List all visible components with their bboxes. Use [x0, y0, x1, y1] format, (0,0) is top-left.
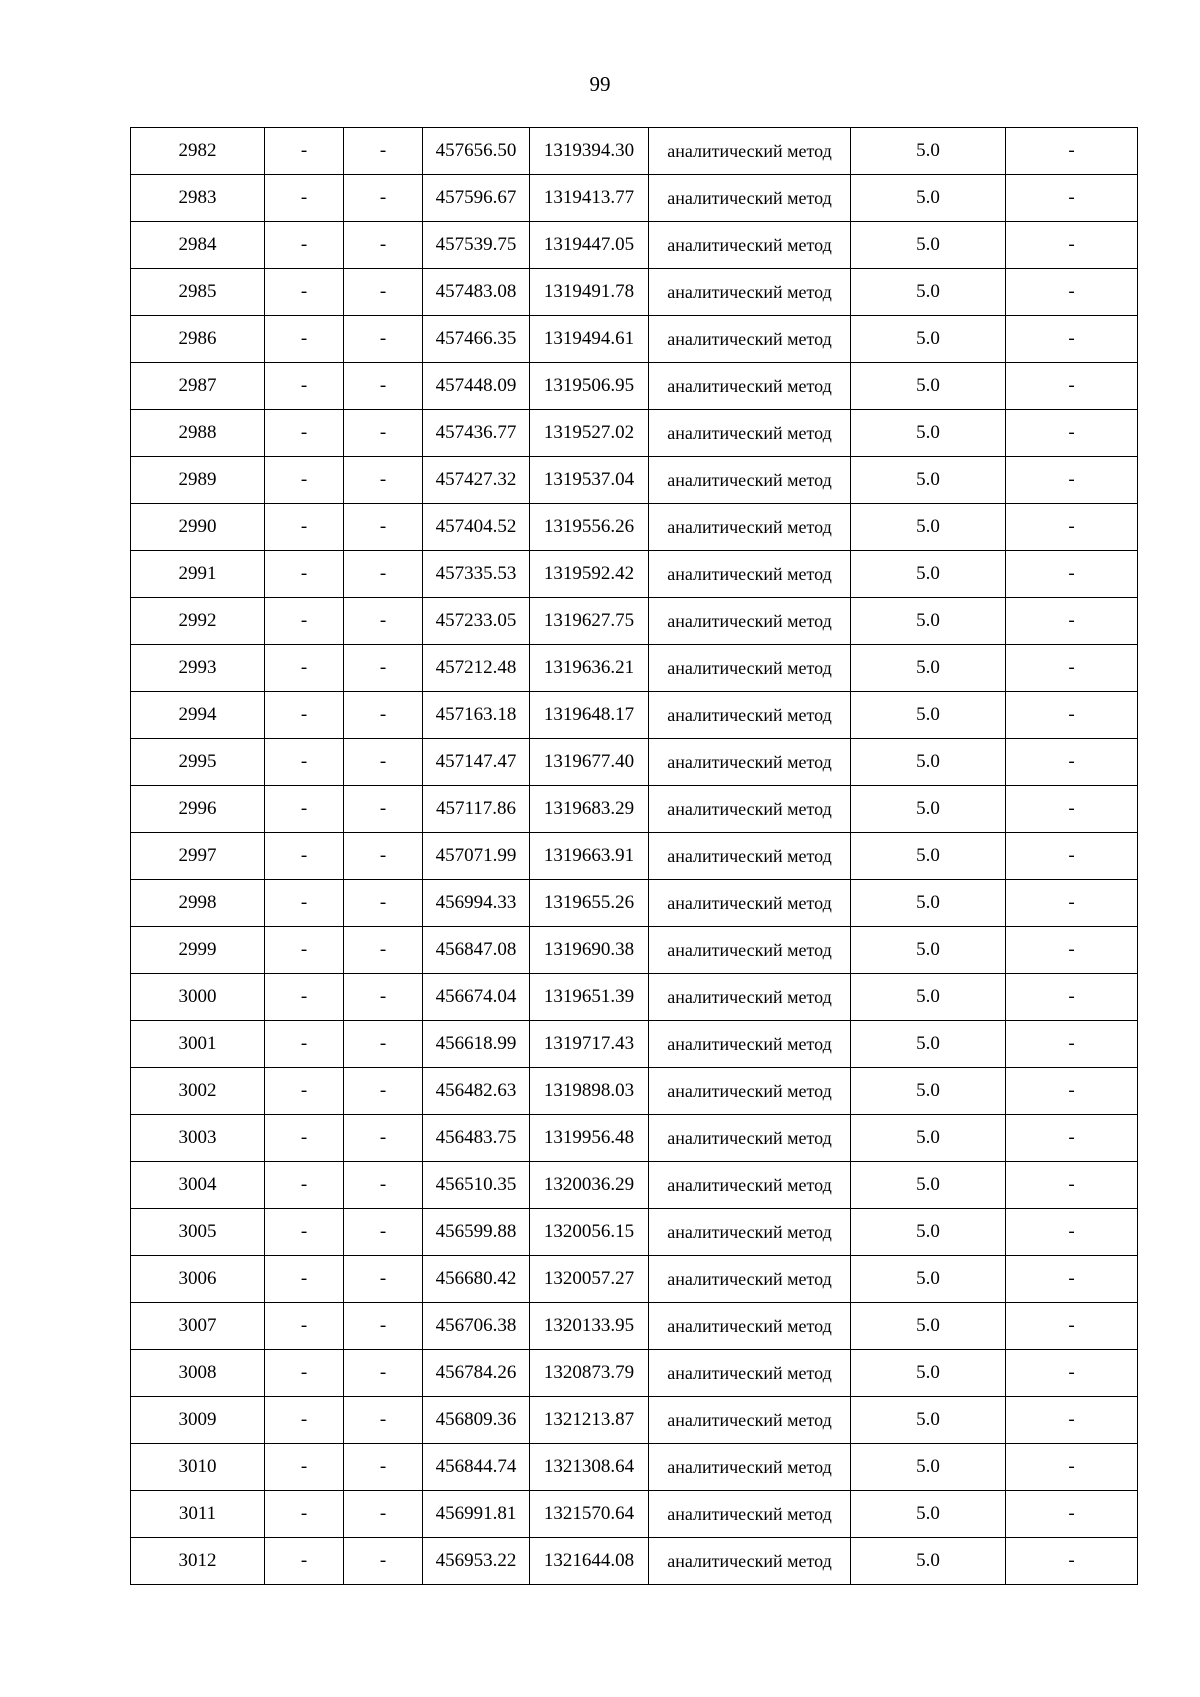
point-number-cell: 3002 [131, 1068, 265, 1115]
accuracy-cell: 5.0 [851, 786, 1006, 833]
method-cell: аналитический метод [649, 410, 851, 457]
x-coordinate-cell: 456618.99 [423, 1021, 530, 1068]
empty-x-cell: - [265, 363, 344, 410]
method-cell: аналитический метод [649, 269, 851, 316]
table-row [131, 1209, 1138, 1256]
note-cell: - [1006, 410, 1138, 457]
method-cell: аналитический метод [649, 927, 851, 974]
y-coordinate-cell: 1319636.21 [530, 645, 649, 692]
method-cell: аналитический метод [649, 1068, 851, 1115]
x-coordinate-cell: 457436.77 [423, 410, 530, 457]
empty-x-cell: - [265, 1444, 344, 1491]
y-coordinate-cell: 1319627.75 [530, 598, 649, 645]
empty-y-cell: - [344, 457, 423, 504]
point-number-cell: 3011 [131, 1491, 265, 1538]
accuracy-cell: 5.0 [851, 598, 1006, 645]
table-row [131, 222, 1138, 269]
empty-x-cell: - [265, 1397, 344, 1444]
y-coordinate-cell: 1321308.64 [530, 1444, 649, 1491]
empty-x-cell: - [265, 316, 344, 363]
y-coordinate-cell: 1319677.40 [530, 739, 649, 786]
empty-y-cell: - [344, 1444, 423, 1491]
method-cell: аналитический метод [649, 974, 851, 1021]
table-row [131, 551, 1138, 598]
accuracy-cell: 5.0 [851, 1162, 1006, 1209]
table-row [131, 1021, 1138, 1068]
x-coordinate-cell: 457483.08 [423, 269, 530, 316]
empty-y-cell: - [344, 1162, 423, 1209]
empty-x-cell: - [265, 551, 344, 598]
empty-x-cell: - [265, 1021, 344, 1068]
accuracy-cell: 5.0 [851, 269, 1006, 316]
empty-x-cell: - [265, 1350, 344, 1397]
x-coordinate-cell: 457147.47 [423, 739, 530, 786]
table-row [131, 1303, 1138, 1350]
y-coordinate-cell: 1320056.15 [530, 1209, 649, 1256]
method-cell: аналитический метод [649, 833, 851, 880]
point-number-cell: 2998 [131, 880, 265, 927]
accuracy-cell: 5.0 [851, 645, 1006, 692]
x-coordinate-cell: 456674.04 [423, 974, 530, 1021]
note-cell: - [1006, 551, 1138, 598]
coordinates-table [130, 127, 1138, 1585]
accuracy-cell: 5.0 [851, 692, 1006, 739]
point-number-cell: 3001 [131, 1021, 265, 1068]
point-number-cell: 2995 [131, 739, 265, 786]
table-row [131, 316, 1138, 363]
table-row [131, 363, 1138, 410]
table-row [131, 128, 1138, 175]
empty-y-cell: - [344, 1491, 423, 1538]
empty-y-cell: - [344, 1397, 423, 1444]
y-coordinate-cell: 1319683.29 [530, 786, 649, 833]
note-cell: - [1006, 1397, 1138, 1444]
empty-y-cell: - [344, 1350, 423, 1397]
table-row [131, 1115, 1138, 1162]
empty-x-cell: - [265, 645, 344, 692]
x-coordinate-cell: 457656.50 [423, 128, 530, 175]
point-number-cell: 2988 [131, 410, 265, 457]
y-coordinate-cell: 1319898.03 [530, 1068, 649, 1115]
point-number-cell: 3004 [131, 1162, 265, 1209]
accuracy-cell: 5.0 [851, 222, 1006, 269]
y-coordinate-cell: 1321213.87 [530, 1397, 649, 1444]
empty-y-cell: - [344, 222, 423, 269]
y-coordinate-cell: 1319413.77 [530, 175, 649, 222]
note-cell: - [1006, 598, 1138, 645]
empty-x-cell: - [265, 222, 344, 269]
y-coordinate-cell: 1321570.64 [530, 1491, 649, 1538]
method-cell: аналитический метод [649, 1444, 851, 1491]
method-cell: аналитический метод [649, 363, 851, 410]
method-cell: аналитический метод [649, 1538, 851, 1585]
method-cell: аналитический метод [649, 1021, 851, 1068]
accuracy-cell: 5.0 [851, 1350, 1006, 1397]
x-coordinate-cell: 457335.53 [423, 551, 530, 598]
empty-y-cell: - [344, 410, 423, 457]
empty-x-cell: - [265, 175, 344, 222]
empty-y-cell: - [344, 128, 423, 175]
empty-x-cell: - [265, 974, 344, 1021]
accuracy-cell: 5.0 [851, 1303, 1006, 1350]
y-coordinate-cell: 1319491.78 [530, 269, 649, 316]
accuracy-cell: 5.0 [851, 128, 1006, 175]
y-coordinate-cell: 1320133.95 [530, 1303, 649, 1350]
accuracy-cell: 5.0 [851, 1397, 1006, 1444]
table-row [131, 974, 1138, 1021]
x-coordinate-cell: 456784.26 [423, 1350, 530, 1397]
note-cell: - [1006, 974, 1138, 1021]
empty-y-cell: - [344, 739, 423, 786]
table-row [131, 1444, 1138, 1491]
page-number: 99 [589, 72, 611, 96]
table-row [131, 457, 1138, 504]
point-number-cell: 2984 [131, 222, 265, 269]
method-cell: аналитический метод [649, 1491, 851, 1538]
table-row [131, 504, 1138, 551]
empty-y-cell: - [344, 786, 423, 833]
accuracy-cell: 5.0 [851, 410, 1006, 457]
method-cell: аналитический метод [649, 1162, 851, 1209]
x-coordinate-cell: 457163.18 [423, 692, 530, 739]
method-cell: аналитический метод [649, 739, 851, 786]
note-cell: - [1006, 457, 1138, 504]
empty-x-cell: - [265, 269, 344, 316]
note-cell: - [1006, 1538, 1138, 1585]
y-coordinate-cell: 1319494.61 [530, 316, 649, 363]
x-coordinate-cell: 457117.86 [423, 786, 530, 833]
empty-x-cell: - [265, 1491, 344, 1538]
accuracy-cell: 5.0 [851, 551, 1006, 598]
point-number-cell: 3006 [131, 1256, 265, 1303]
x-coordinate-cell: 456844.74 [423, 1444, 530, 1491]
note-cell: - [1006, 786, 1138, 833]
table-row [131, 927, 1138, 974]
point-number-cell: 3005 [131, 1209, 265, 1256]
method-cell: аналитический метод [649, 786, 851, 833]
x-coordinate-cell: 457466.35 [423, 316, 530, 363]
point-number-cell: 2996 [131, 786, 265, 833]
note-cell: - [1006, 1256, 1138, 1303]
empty-y-cell: - [344, 1538, 423, 1585]
empty-x-cell: - [265, 1115, 344, 1162]
y-coordinate-cell: 1319537.04 [530, 457, 649, 504]
table-row [131, 692, 1138, 739]
method-cell: аналитический метод [649, 645, 851, 692]
empty-y-cell: - [344, 551, 423, 598]
empty-x-cell: - [265, 598, 344, 645]
note-cell: - [1006, 927, 1138, 974]
x-coordinate-cell: 456809.36 [423, 1397, 530, 1444]
x-coordinate-cell: 456482.63 [423, 1068, 530, 1115]
method-cell: аналитический метод [649, 1209, 851, 1256]
accuracy-cell: 5.0 [851, 1209, 1006, 1256]
note-cell: - [1006, 222, 1138, 269]
point-number-cell: 2982 [131, 128, 265, 175]
table-row [131, 598, 1138, 645]
empty-x-cell: - [265, 1162, 344, 1209]
y-coordinate-cell: 1319648.17 [530, 692, 649, 739]
note-cell: - [1006, 1209, 1138, 1256]
empty-x-cell: - [265, 1256, 344, 1303]
point-number-cell: 2986 [131, 316, 265, 363]
table-row [131, 833, 1138, 880]
point-number-cell: 3009 [131, 1397, 265, 1444]
note-cell: - [1006, 504, 1138, 551]
empty-y-cell: - [344, 1068, 423, 1115]
empty-x-cell: - [265, 833, 344, 880]
note-cell: - [1006, 1444, 1138, 1491]
x-coordinate-cell: 457539.75 [423, 222, 530, 269]
empty-y-cell: - [344, 1209, 423, 1256]
y-coordinate-cell: 1320873.79 [530, 1350, 649, 1397]
x-coordinate-cell: 456510.35 [423, 1162, 530, 1209]
x-coordinate-cell: 457071.99 [423, 833, 530, 880]
empty-x-cell: - [265, 786, 344, 833]
point-number-cell: 3000 [131, 974, 265, 1021]
accuracy-cell: 5.0 [851, 457, 1006, 504]
method-cell: аналитический метод [649, 880, 851, 927]
x-coordinate-cell: 457212.48 [423, 645, 530, 692]
point-number-cell: 2983 [131, 175, 265, 222]
empty-y-cell: - [344, 316, 423, 363]
point-number-cell: 2994 [131, 692, 265, 739]
note-cell: - [1006, 880, 1138, 927]
table-row [131, 1256, 1138, 1303]
note-cell: - [1006, 1115, 1138, 1162]
empty-y-cell: - [344, 363, 423, 410]
point-number-cell: 3010 [131, 1444, 265, 1491]
note-cell: - [1006, 175, 1138, 222]
table-row [131, 1068, 1138, 1115]
point-number-cell: 2990 [131, 504, 265, 551]
empty-y-cell: - [344, 175, 423, 222]
method-cell: аналитический метод [649, 1350, 851, 1397]
accuracy-cell: 5.0 [851, 504, 1006, 551]
empty-x-cell: - [265, 1538, 344, 1585]
accuracy-cell: 5.0 [851, 739, 1006, 786]
x-coordinate-cell: 456706.38 [423, 1303, 530, 1350]
y-coordinate-cell: 1320057.27 [530, 1256, 649, 1303]
empty-x-cell: - [265, 739, 344, 786]
table-row [131, 1538, 1138, 1585]
empty-x-cell: - [265, 504, 344, 551]
note-cell: - [1006, 645, 1138, 692]
accuracy-cell: 5.0 [851, 927, 1006, 974]
y-coordinate-cell: 1319717.43 [530, 1021, 649, 1068]
empty-x-cell: - [265, 128, 344, 175]
accuracy-cell: 5.0 [851, 316, 1006, 363]
empty-y-cell: - [344, 974, 423, 1021]
point-number-cell: 3003 [131, 1115, 265, 1162]
method-cell: аналитический метод [649, 598, 851, 645]
empty-y-cell: - [344, 692, 423, 739]
point-number-cell: 2991 [131, 551, 265, 598]
empty-x-cell: - [265, 1209, 344, 1256]
table-row [131, 1397, 1138, 1444]
accuracy-cell: 5.0 [851, 1256, 1006, 1303]
y-coordinate-cell: 1319506.95 [530, 363, 649, 410]
empty-y-cell: - [344, 1256, 423, 1303]
y-coordinate-cell: 1319592.42 [530, 551, 649, 598]
point-number-cell: 2987 [131, 363, 265, 410]
method-cell: аналитический метод [649, 457, 851, 504]
table-row [131, 739, 1138, 786]
table-row [131, 410, 1138, 457]
method-cell: аналитический метод [649, 1256, 851, 1303]
empty-y-cell: - [344, 504, 423, 551]
x-coordinate-cell: 456599.88 [423, 1209, 530, 1256]
method-cell: аналитический метод [649, 692, 851, 739]
y-coordinate-cell: 1319663.91 [530, 833, 649, 880]
x-coordinate-cell: 457427.32 [423, 457, 530, 504]
accuracy-cell: 5.0 [851, 880, 1006, 927]
y-coordinate-cell: 1319556.26 [530, 504, 649, 551]
empty-y-cell: - [344, 269, 423, 316]
y-coordinate-cell: 1319655.26 [530, 880, 649, 927]
table-row [131, 645, 1138, 692]
x-coordinate-cell: 457448.09 [423, 363, 530, 410]
note-cell: - [1006, 316, 1138, 363]
point-number-cell: 2992 [131, 598, 265, 645]
note-cell: - [1006, 269, 1138, 316]
note-cell: - [1006, 1303, 1138, 1350]
point-number-cell: 2989 [131, 457, 265, 504]
accuracy-cell: 5.0 [851, 833, 1006, 880]
x-coordinate-cell: 456994.33 [423, 880, 530, 927]
table-row [131, 269, 1138, 316]
point-number-cell: 2993 [131, 645, 265, 692]
note-cell: - [1006, 739, 1138, 786]
table-row [131, 1491, 1138, 1538]
y-coordinate-cell: 1319956.48 [530, 1115, 649, 1162]
empty-y-cell: - [344, 598, 423, 645]
y-coordinate-cell: 1319447.05 [530, 222, 649, 269]
table-row [131, 880, 1138, 927]
empty-y-cell: - [344, 927, 423, 974]
method-cell: аналитический метод [649, 128, 851, 175]
accuracy-cell: 5.0 [851, 1068, 1006, 1115]
note-cell: - [1006, 692, 1138, 739]
method-cell: аналитический метод [649, 222, 851, 269]
table-body [131, 128, 1138, 1585]
point-number-cell: 2985 [131, 269, 265, 316]
method-cell: аналитический метод [649, 316, 851, 363]
accuracy-cell: 5.0 [851, 363, 1006, 410]
empty-x-cell: - [265, 1068, 344, 1115]
x-coordinate-cell: 457233.05 [423, 598, 530, 645]
accuracy-cell: 5.0 [851, 175, 1006, 222]
note-cell: - [1006, 1068, 1138, 1115]
note-cell: - [1006, 833, 1138, 880]
accuracy-cell: 5.0 [851, 1491, 1006, 1538]
method-cell: аналитический метод [649, 551, 851, 598]
note-cell: - [1006, 1162, 1138, 1209]
empty-y-cell: - [344, 1021, 423, 1068]
note-cell: - [1006, 363, 1138, 410]
table-row [131, 1350, 1138, 1397]
method-cell: аналитический метод [649, 504, 851, 551]
method-cell: аналитический метод [649, 175, 851, 222]
empty-x-cell: - [265, 457, 344, 504]
empty-y-cell: - [344, 833, 423, 880]
point-number-cell: 2999 [131, 927, 265, 974]
method-cell: аналитический метод [649, 1115, 851, 1162]
y-coordinate-cell: 1320036.29 [530, 1162, 649, 1209]
x-coordinate-cell: 456483.75 [423, 1115, 530, 1162]
accuracy-cell: 5.0 [851, 1021, 1006, 1068]
y-coordinate-cell: 1319394.30 [530, 128, 649, 175]
point-number-cell: 3007 [131, 1303, 265, 1350]
empty-y-cell: - [344, 1303, 423, 1350]
table-row [131, 786, 1138, 833]
point-number-cell: 3012 [131, 1538, 265, 1585]
empty-x-cell: - [265, 880, 344, 927]
x-coordinate-cell: 456847.08 [423, 927, 530, 974]
empty-y-cell: - [344, 645, 423, 692]
point-number-cell: 2997 [131, 833, 265, 880]
accuracy-cell: 5.0 [851, 1444, 1006, 1491]
x-coordinate-cell: 457596.67 [423, 175, 530, 222]
table-row [131, 175, 1138, 222]
point-number-cell: 3008 [131, 1350, 265, 1397]
y-coordinate-cell: 1319527.02 [530, 410, 649, 457]
empty-x-cell: - [265, 1303, 344, 1350]
x-coordinate-cell: 456953.22 [423, 1538, 530, 1585]
note-cell: - [1006, 1350, 1138, 1397]
empty-y-cell: - [344, 1115, 423, 1162]
note-cell: - [1006, 1491, 1138, 1538]
empty-x-cell: - [265, 692, 344, 739]
note-cell: - [1006, 128, 1138, 175]
empty-x-cell: - [265, 410, 344, 457]
accuracy-cell: 5.0 [851, 974, 1006, 1021]
x-coordinate-cell: 456680.42 [423, 1256, 530, 1303]
table-row [131, 1162, 1138, 1209]
note-cell: - [1006, 1021, 1138, 1068]
method-cell: аналитический метод [649, 1397, 851, 1444]
x-coordinate-cell: 457404.52 [423, 504, 530, 551]
accuracy-cell: 5.0 [851, 1538, 1006, 1585]
y-coordinate-cell: 1319651.39 [530, 974, 649, 1021]
method-cell: аналитический метод [649, 1303, 851, 1350]
empty-x-cell: - [265, 927, 344, 974]
accuracy-cell: 5.0 [851, 1115, 1006, 1162]
y-coordinate-cell: 1321644.08 [530, 1538, 649, 1585]
x-coordinate-cell: 456991.81 [423, 1491, 530, 1538]
y-coordinate-cell: 1319690.38 [530, 927, 649, 974]
empty-y-cell: - [344, 880, 423, 927]
